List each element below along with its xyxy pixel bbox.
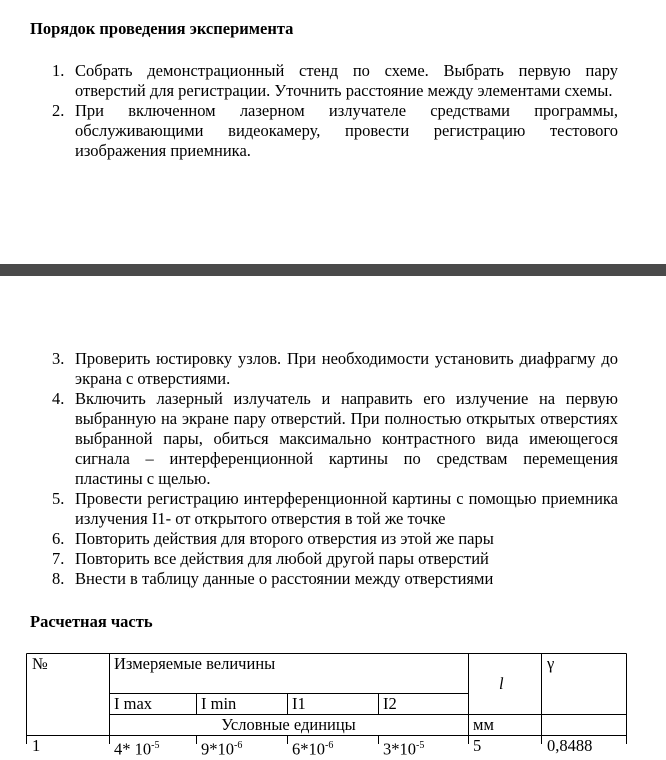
table-units-conventional: Условные единицы <box>221 715 356 734</box>
step-text: Собрать демонстрационный стенд по схеме. Выбрать первую пару отверстий для регистрации. Уточнить расстояние между элементами схемы. <box>75 61 618 100</box>
step-number: 7. <box>52 549 65 568</box>
step-text: Включить лазерный излучатель и направить его излучение на первую выбранную на экране пару отверстий. При полностью открытых отверстиях выбранной пары, обиться максимально контрастного вида имеющегося сигнала – интерференционной картины по средствам перемещения пластины с щелью. <box>75 389 618 488</box>
step-number: 2. <box>52 101 65 120</box>
step-text: Повторить действия для второго отверстия из этой же пары <box>75 529 494 548</box>
table-subheader-imin: I min <box>201 694 237 713</box>
step-number: 5. <box>52 489 65 508</box>
table-grid <box>0 276 666 744</box>
step-text: Провести регистрацию интерференционной картины с помощью приемника излучения I1- от открытого отверстия в той же точке <box>75 489 618 528</box>
step-text: Внести в таблицу данные о расстоянии между отверстиями <box>75 569 494 588</box>
table-header-gamma: γ <box>547 654 555 673</box>
step-text: Проверить юстировку узлов. При необходимости установить диафрагму до экрана с отверстиями. <box>75 349 618 388</box>
table-cell-gamma: 0,8488 <box>547 736 593 755</box>
procedure-heading: Порядок проведения эксперимента <box>30 19 294 38</box>
step-text: Повторить все действия для любой другой пары отверстий <box>75 549 489 568</box>
step-number: 6. <box>52 529 65 548</box>
table-subheader-i1: I1 <box>292 694 306 713</box>
document-page-2 <box>0 276 666 759</box>
calculation-heading: Расчетная часть <box>30 612 153 631</box>
step-text: При включенном лазерном излучателе средствами программы, обслуживающими видеокамеру, провести регистрацию тестового изображения приемника. <box>75 101 618 160</box>
list-item <box>0 61 666 101</box>
step-number: 3. <box>52 349 65 368</box>
table-header-measured: Измеряемые величины <box>114 654 276 673</box>
table-cell-l: 5 <box>473 736 482 755</box>
table-cell-imin: $9*10^{-6}$ <box>201 739 243 759</box>
table-cell-i1: $6*10^{-6}$ <box>292 739 334 759</box>
table-cell-i2: $3*10^{-5}$ <box>383 739 425 759</box>
step-number: 8. <box>52 569 65 588</box>
table-subheader-imax: I max <box>114 694 153 713</box>
step-number: 1. <box>52 61 65 80</box>
document-page-1 <box>0 0 666 264</box>
procedure-steps-list-part-1 <box>0 61 666 161</box>
table-units-mm: мм <box>473 715 494 734</box>
list-item <box>0 101 666 161</box>
page-separator <box>0 264 666 276</box>
table-cell-imax: 4* $10^{-5}$ <box>114 739 160 759</box>
table-header-l: l <box>499 674 504 693</box>
step-number: 4. <box>52 389 65 408</box>
table-header-number: № <box>32 654 48 673</box>
table-subheader-i2: I2 <box>383 694 397 713</box>
table-cell-number: 1 <box>32 736 41 755</box>
